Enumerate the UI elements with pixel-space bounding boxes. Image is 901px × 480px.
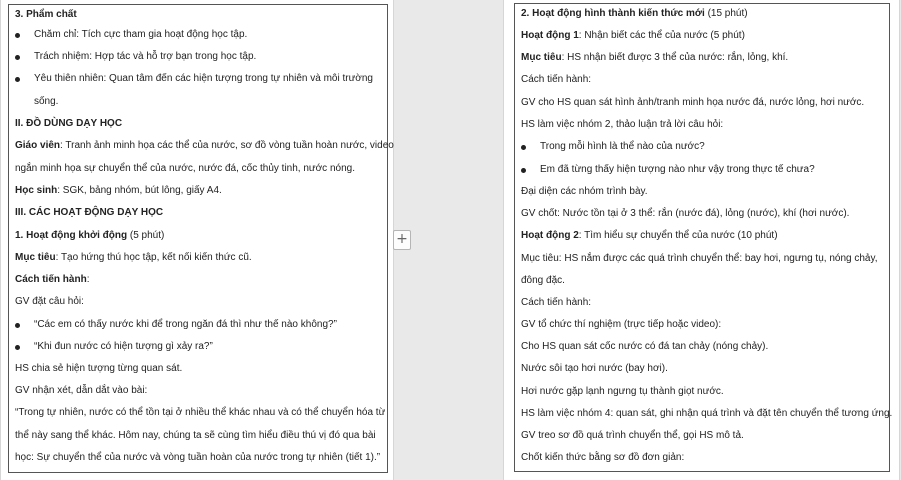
experiment-text: GV tổ chức thí nghiệm (trực tiếp hoặc video): (521, 319, 722, 330)
bullet-icon (521, 168, 526, 173)
activity-1-goal: Mục tiêu: HS nhận biết được 3 thể của nước: rắn, lỏng, khí. (521, 52, 789, 63)
conclusion-text: GV chốt: Nước tồn tại ở 3 thể: rắn (nước đá), lỏng (nước), khí (hơi nước). (521, 208, 850, 219)
method-label: Cách tiến hành: (521, 297, 592, 308)
intro-quote-line: “Trong tự nhiên, nước có thể tồn tại ở nhiều thể khác nhau và có thể chuyển hóa từ (15, 407, 386, 418)
summary-text: Chốt kiến thức bằng sơ đồ đơn giản: (521, 452, 685, 463)
list-item: Trách nhiệm: Hợp tác và hỗ trợ bạn trong học tập. (34, 51, 257, 62)
diagram-text: GV treo sơ đồ quá trình chuyển thể, gọi HS mô tả. (521, 430, 744, 441)
add-button[interactable]: + (393, 230, 411, 250)
bullet-icon (15, 55, 20, 60)
heading-activities: III. CÁC HOẠT ĐỘNG DẠY HỌC (15, 207, 164, 218)
boil-text: Nước sôi tạo hơi nước (bay hơi). (521, 363, 668, 374)
left-lesson-box (8, 4, 394, 473)
right-document-page (503, 0, 900, 480)
heading-qualities: 3. Phẩm chất (15, 9, 77, 20)
bullet-icon (15, 323, 20, 328)
student-materials: Học sinh: SGK, bảng nhóm, bút lông, giấy A4. (15, 185, 222, 196)
activity-1-title: 1. Hoạt động khởi động (5 phút) (15, 230, 165, 241)
list-item: Em đã từng thấy hiện tượng nào như vậy trong thực tế chưa? (540, 164, 815, 175)
condense-text: Hơi nước gặp lạnh ngưng tụ thành giọt nước. (521, 386, 724, 397)
list-item: Trong mỗi hình là thể nào của nước? (540, 141, 705, 152)
heading-materials: II. ĐỒ DÙNG DẠY HỌC (15, 118, 123, 129)
bullet-icon (15, 77, 20, 82)
list-item: “Các em có thấy nước khi để trong ngăn đá thì như thế nào không?” (34, 319, 337, 330)
list-item-continuation: sống. (34, 96, 59, 107)
group-4-text: HS làm việc nhóm 4: quan sát, ghi nhận quá trình và đặt tên chuyển thể tương ứng. (521, 408, 893, 419)
activity-2-goal: Mục tiêu: HS nắm được các quá trình chuyển thể: bay hơi, ngưng tụ, nóng chảy, (521, 253, 878, 264)
teacher-asks: GV đặt câu hỏi: (15, 296, 84, 307)
activity-1-method: Cách tiến hành: (15, 274, 90, 285)
bullet-icon (521, 145, 526, 150)
list-item: “Khi đun nước có hiện tượng gì xảy ra?” (34, 341, 213, 352)
activity-2-goal-cont: đông đặc. (521, 275, 565, 286)
teacher-materials: Giáo viên: Tranh ảnh minh họa các thể của nước, sơ đồ vòng tuần hoàn nước, video (15, 140, 394, 151)
intro-quote-line: học: Sự chuyển thể của nước và vòng tuần hoàn của nước trong tự nhiên (tiết 1).” (15, 452, 381, 463)
bullet-icon (15, 33, 20, 38)
section-title: 2. Hoạt động hình thành kiến thức mới (15 phút) (521, 8, 748, 19)
list-item: Chăm chỉ: Tích cực tham gia hoạt động học tập. (34, 29, 248, 40)
list-item: Yêu thiên nhiên: Quan tâm đến các hiện tượng trong tự nhiên và môi trường (34, 73, 373, 84)
student-share: HS chia sẻ hiện tượng từng quan sát. (15, 363, 183, 374)
right-lesson-box (514, 3, 893, 472)
teacher-materials-cont: ngắn minh họa sự chuyển thể của nước, nước đá, cốc thủy tinh, nước nóng. (15, 163, 355, 174)
ice-text: Cho HS quan sát cốc nước có đá tan chảy (nóng chảy). (521, 341, 769, 352)
activity-1-heading: Hoạt động 1: Nhận biết các thể của nước (5 phút) (521, 30, 745, 41)
bullet-icon (15, 345, 20, 350)
observe-text: GV cho HS quan sát hình ảnh/tranh minh họa nước đá, nước lỏng, hơi nước. (521, 97, 865, 108)
activity-2-heading: Hoạt động 2: Tìm hiểu sự chuyển thể của nước (10 phút) (521, 230, 778, 241)
method-label: Cách tiến hành: (521, 74, 592, 85)
left-document-page (0, 0, 394, 480)
activity-1-goal: Mục tiêu: Tạo hứng thú học tập, kết nối kiến thức cũ. (15, 252, 252, 263)
intro-quote-line: thể này sang thể khác. Hôm nay, chúng ta sẽ cùng tìm hiểu điều thú vị đó qua bài (15, 430, 376, 441)
teacher-comment: GV nhận xét, dẫn dắt vào bài: (15, 385, 148, 396)
groups-present: Đại diện các nhóm trình bày. (521, 186, 648, 197)
group-work-text: HS làm việc nhóm 2, thảo luận trả lời câu hỏi: (521, 119, 724, 130)
